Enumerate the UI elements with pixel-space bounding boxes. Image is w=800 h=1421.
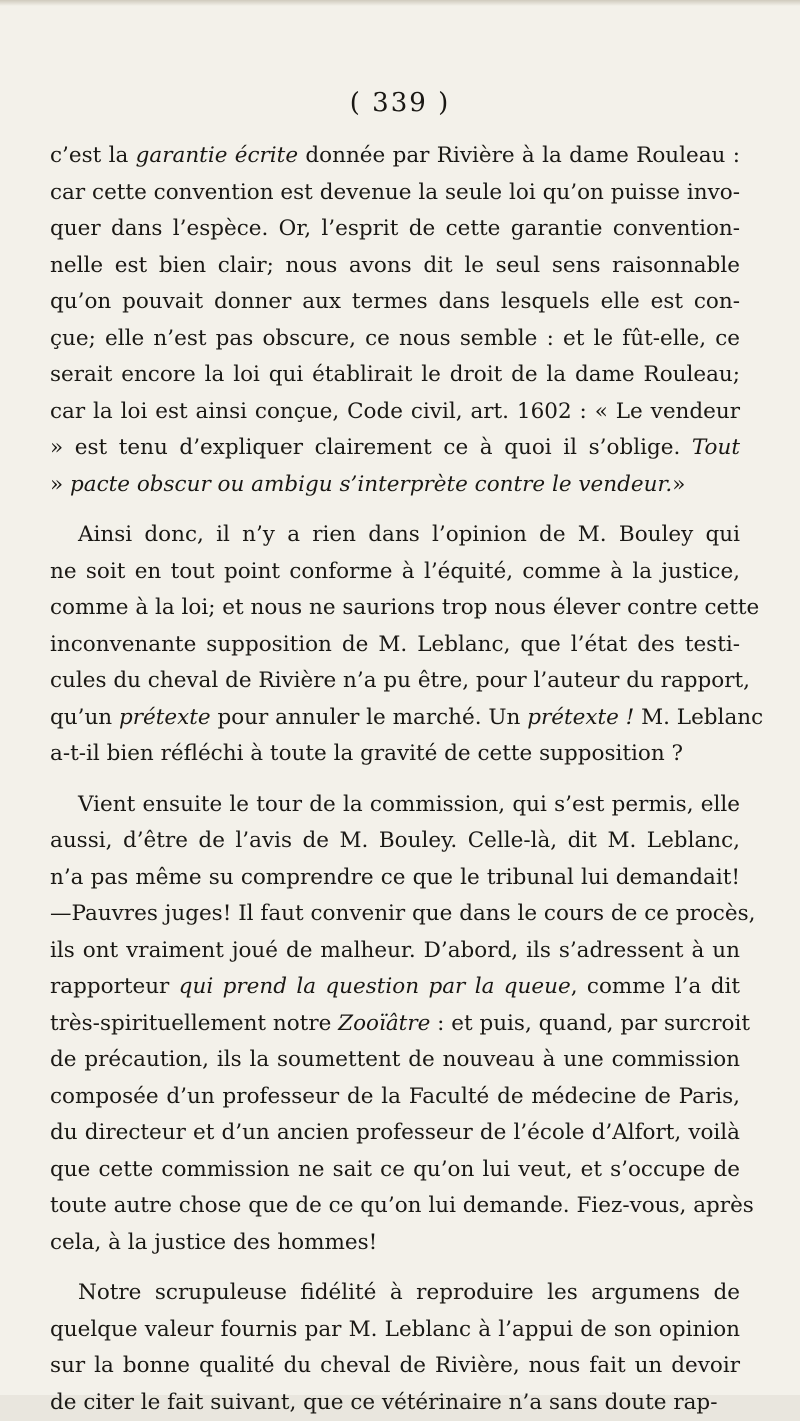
text-line [50, 969, 740, 1006]
text-line [50, 357, 740, 394]
text-run: très-spirituellement notre [50, 1011, 338, 1036]
paragraph-gap [50, 773, 740, 787]
text-line [50, 1275, 740, 1312]
text-run: comme à la loi; et nous ne saurions trop nous élever contre cette [50, 595, 759, 620]
text-run: Ainsi donc, il n’y a rien dans l’opinion de M. Bouley qui [78, 522, 740, 547]
text-line [50, 1152, 740, 1189]
italic-text: pacte obscur ou ambigu s’interprète contre le vendeur. [70, 472, 672, 497]
text-run: quelque valeur fournis par M. Leblanc à l’appui de son opinion [50, 1317, 740, 1342]
italic-text: Tout [692, 435, 740, 460]
text-line [50, 554, 740, 591]
text-line [50, 1348, 740, 1385]
text-run: M. Leblanc [634, 705, 763, 730]
text-run: n’a pas même su comprendre ce que le tribunal lui demandait! [50, 865, 740, 890]
paragraph [50, 1275, 740, 1421]
paragraph-gap [50, 1261, 740, 1275]
text-line [50, 138, 740, 175]
text-line [50, 736, 740, 773]
text-line [50, 175, 740, 212]
paragraph [50, 787, 740, 1262]
paragraph [50, 138, 740, 503]
text-line [50, 1042, 740, 1079]
text-run: : et puis, quand, par surcroit [430, 1011, 750, 1036]
text-run: inconvenante supposition de M. Leblanc, que l’état des testi- [50, 632, 740, 657]
text-line [50, 1079, 740, 1116]
text-line [50, 321, 740, 358]
text-run: Vient ensuite le tour de la commission, qui s’est permis, elle [78, 792, 740, 817]
text-run: pour annuler le marché. Un [211, 705, 528, 730]
text-run: —Pauvres juges! Il faut convenir que dans le cours de ce procès, [50, 901, 755, 926]
text-run: qu’un [50, 705, 119, 730]
text-run: » est tenu d’expliquer clairement ce à quoi il s’oblige. [50, 435, 692, 460]
text-run: , comme l’a dit [571, 974, 740, 999]
text-line [50, 823, 740, 860]
text-run: quer dans l’espèce. Or, l’esprit de cette garantie convention- [50, 216, 740, 241]
text-line [50, 1115, 740, 1152]
text-line [50, 896, 740, 933]
paragraph [50, 517, 740, 773]
text-line [50, 663, 740, 700]
text-run: toute autre chose que de ce qu’on lui demande. Fiez-vous, après [50, 1193, 754, 1218]
text-line [50, 517, 740, 554]
text-run: serait encore la loi qui établirait le droit de la dame Rouleau; [50, 362, 740, 387]
text-run: cela, à la justice des hommes! [50, 1230, 377, 1255]
text-run: sur la bonne qualité du cheval de Rivière, nous fait un devoir [50, 1353, 740, 1378]
text-run: rapporteur [50, 974, 179, 999]
text-run: du directeur et d’un ancien professeur de l’école d’Alfort, voilà [50, 1120, 740, 1145]
text-run: aussi, d’être de l’avis de M. Bouley. Celle-là, dit M. Leblanc, [50, 828, 740, 853]
text-run: car la loi est ainsi conçue, Code civil, art. 1602 : « Le vendeur [50, 399, 740, 424]
text-run: çue; elle n’est pas obscure, ce nous semble : et le fût-elle, ce [50, 326, 740, 351]
text-run: donnée par Rivière à la dame Rouleau : [298, 143, 740, 168]
text-run: que cette commission ne sait ce qu’on lui veut, et s’occupe de [50, 1157, 740, 1182]
text-run: qu’on pouvait donner aux termes dans lesquels elle est con- [50, 289, 740, 314]
italic-text: Zooïâtre [338, 1011, 430, 1036]
text-run: ne soit en tout point conforme à l’équité, comme à la justice, [50, 559, 740, 584]
text-line [50, 787, 740, 824]
text-run: » [672, 472, 685, 497]
text-run: ils ont vraiment joué de malheur. D’abord, ils s’adressent à un [50, 938, 740, 963]
text-run: » [50, 472, 70, 497]
text-line [50, 211, 740, 248]
text-line [50, 860, 740, 897]
text-line [50, 590, 740, 627]
text-line [50, 1188, 740, 1225]
text-run: nelle est bien clair; nous avons dit le seul sens raisonnable [50, 253, 740, 278]
text-line [50, 430, 740, 467]
text-run: composée d’un professeur de la Faculté de médecine de Paris, [50, 1084, 740, 1109]
italic-text: prétexte ! [527, 705, 634, 730]
text-line [50, 1312, 740, 1349]
text-run: de citer le fait suivant, que ce vétérinaire n’a sans doute rap- [50, 1390, 717, 1415]
text-run: de précaution, ils la soumettent de nouveau à une commission [50, 1047, 740, 1072]
text-line [50, 933, 740, 970]
italic-text: garantie écrite [136, 143, 298, 168]
text-line [50, 394, 740, 431]
paragraph-gap [50, 503, 740, 517]
text-run: car cette convention est devenue la seule loi qu’on puisse invo- [50, 180, 740, 205]
body-text [50, 138, 740, 1421]
text-line [50, 1225, 740, 1262]
italic-text: prétexte [119, 705, 211, 730]
italic-text: qui prend la question par la queue [179, 974, 571, 999]
text-line [50, 700, 740, 737]
text-line [50, 467, 740, 504]
text-line [50, 627, 740, 664]
text-line [50, 248, 740, 285]
text-line [50, 284, 740, 321]
text-run: c’est la [50, 143, 136, 168]
text-line [50, 1006, 740, 1043]
page-number: ( 339 ) [0, 88, 800, 118]
text-run: a-t-il bien réfléchi à toute la gravité de cette supposition ? [50, 741, 683, 766]
text-run: Notre scrupuleuse fidélité à reproduire les argumens de [78, 1280, 740, 1305]
text-run: cules du cheval de Rivière n’a pu être, pour l’auteur du rapport, [50, 668, 750, 693]
text-line [50, 1385, 740, 1421]
